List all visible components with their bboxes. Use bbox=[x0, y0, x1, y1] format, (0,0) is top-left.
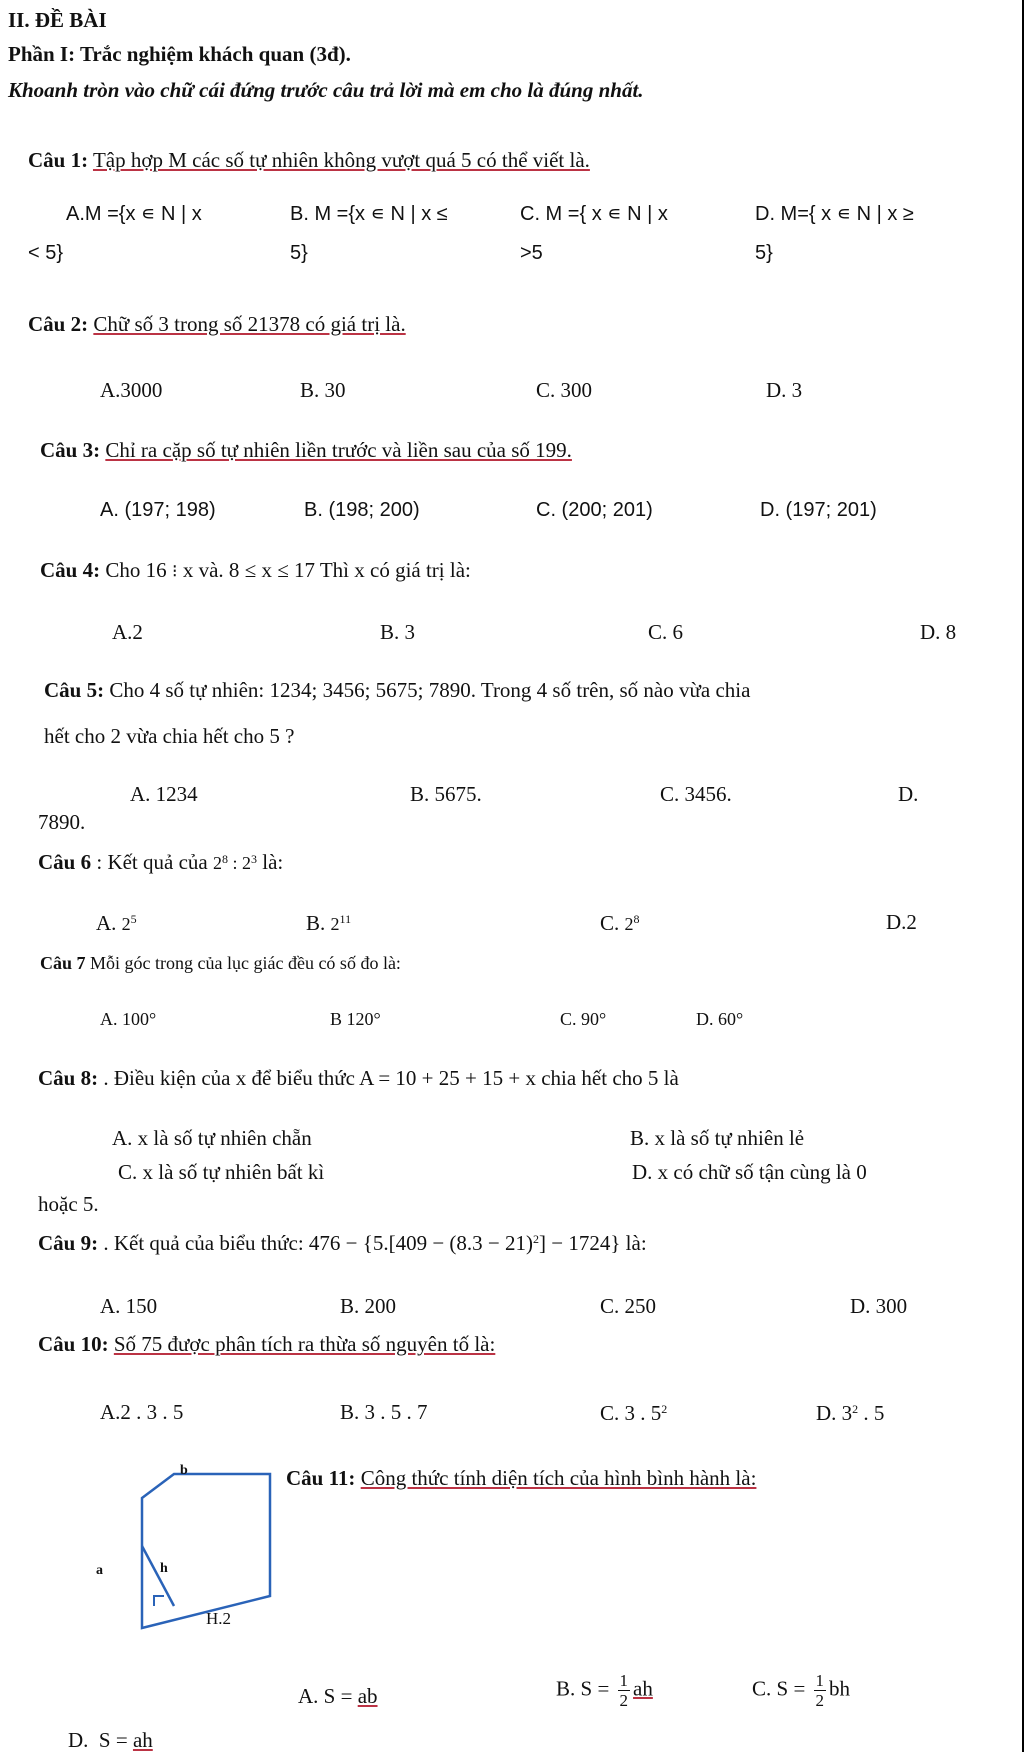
question-text: Chỉ ra cặp số tự nhiên liền trước và liền sau của số 199. bbox=[105, 438, 572, 462]
question-label: Câu 8: bbox=[38, 1066, 99, 1090]
parallelogram-shape bbox=[142, 1474, 270, 1628]
option-d[interactable]: D. x có chữ số tận cùng là 0 bbox=[632, 1160, 867, 1184]
option-b[interactable]: B 120° bbox=[330, 1009, 381, 1029]
question-text: Cho 4 số tự nhiên: 1234; 3456; 5675; 7890. Trong 4 số trên, số nào vừa chia bbox=[109, 678, 751, 702]
question-label: Câu 4: bbox=[40, 558, 101, 582]
question-11 bbox=[286, 1468, 756, 1489]
option-c[interactable]: C. 6 bbox=[648, 620, 684, 644]
question-text: : Kết quả của bbox=[96, 850, 208, 874]
question-5 bbox=[44, 680, 750, 701]
option-c[interactable]: C. 250 bbox=[600, 1294, 657, 1318]
question-label: Câu 5: bbox=[44, 678, 105, 702]
option-d[interactable]: D. (197; 201) bbox=[760, 499, 877, 521]
option-a[interactable]: A. 1234 bbox=[130, 782, 198, 806]
option-d[interactable]: D. M={ x ∊ N | x ≥ bbox=[755, 203, 914, 225]
option-d[interactable]: D.2 bbox=[886, 910, 917, 934]
question-label: Câu 1: bbox=[28, 148, 89, 172]
option-a[interactable]: A.2 bbox=[112, 620, 143, 644]
option-c[interactable]: C. 3456. bbox=[660, 782, 732, 806]
option-b[interactable]: B. 3 bbox=[380, 620, 416, 644]
question-4 bbox=[40, 560, 471, 581]
figure-label-b: b bbox=[180, 1463, 188, 1478]
part-title: Phần I: Trắc nghiệm khách quan (3đ). bbox=[8, 42, 351, 66]
option-b[interactable]: B. 5675. bbox=[410, 782, 482, 806]
option-c[interactable]: C. x là số tự nhiên bất kì bbox=[118, 1160, 325, 1184]
instruction: Khoanh tròn vào chữ cái đứng trước câu trả lời mà em cho là đúng nhất. bbox=[8, 78, 644, 102]
option-a[interactable]: A. $2^5$ bbox=[96, 911, 137, 935]
option-d-cont: hoặc 5. bbox=[38, 1192, 99, 1216]
divides-symbol: ⁝ bbox=[171, 561, 178, 581]
question-2 bbox=[28, 314, 406, 335]
question-text: . Điều kiện của x để biểu thức A = 10 + 25 + 15 + x chia hết cho 5 là bbox=[103, 1066, 679, 1090]
question-text: Công thức tính diện tích của hình bình hành là: bbox=[360, 1466, 757, 1490]
parallelogram-figure bbox=[84, 1456, 296, 1644]
option-a[interactable]: A. 150 bbox=[100, 1294, 158, 1318]
question-text: Số 75 được phân tích ra thừa số nguyên tố là: bbox=[113, 1332, 496, 1356]
expression: $476 - \{5.[409 - (8.3 - 21)^2] - 1724\}$ bbox=[308, 1231, 621, 1255]
question-text: Tập hợp M các số tự nhiên không vượt quá 5 có thể viết là. bbox=[92, 148, 590, 172]
question-text-end: x và. 8 ≤ x ≤ 17 Thì x có giá trị là: bbox=[182, 558, 471, 582]
question-label: Câu 10: bbox=[38, 1332, 109, 1356]
option-d[interactable]: D. S = ah bbox=[68, 1728, 153, 1752]
option-b[interactable]: B. x là số tự nhiên lẻ bbox=[630, 1126, 805, 1150]
question-text: Chữ số 3 trong số 21378 có giá trị là. bbox=[93, 312, 406, 336]
question-text: . Kết quả của biểu thức: bbox=[103, 1231, 304, 1255]
question-text: Mỗi góc trong của lục giác đều có số đo là: bbox=[90, 953, 401, 973]
option-a[interactable]: A.M ={x ∊ N | x bbox=[66, 203, 202, 225]
option-d[interactable]: D. $3^2$ . 5 bbox=[816, 1401, 885, 1425]
option-b-cont: 5} bbox=[290, 242, 308, 264]
option-b[interactable]: B. (198; 200) bbox=[304, 499, 420, 521]
option-d[interactable]: D. 60° bbox=[696, 1009, 744, 1029]
figure-label-a: a bbox=[96, 1563, 103, 1578]
option-c[interactable]: C. (200; 201) bbox=[536, 499, 653, 521]
option-a[interactable]: A. (197; 198) bbox=[100, 499, 216, 521]
option-d[interactable]: D. 3 bbox=[766, 378, 803, 402]
question-label: Câu 6 bbox=[38, 850, 92, 874]
option-b[interactable]: B. 3 . 5 . 7 bbox=[340, 1400, 428, 1424]
option-b[interactable]: B. S = $\frac{1}{2}$ ah bbox=[556, 1671, 653, 1710]
option-a[interactable]: A. x là số tự nhiên chẵn bbox=[112, 1126, 312, 1150]
question-8 bbox=[38, 1068, 679, 1089]
question-5-cont: hết cho 2 vừa chia hết cho 5 ? bbox=[44, 724, 295, 748]
option-a[interactable]: A. S = ab bbox=[298, 1684, 378, 1708]
option-c[interactable]: C. 300 bbox=[536, 378, 593, 402]
option-b[interactable]: B. $2^{11}$ bbox=[306, 911, 352, 935]
figure-caption: H.2 bbox=[206, 1609, 232, 1628]
option-d-cont: 5} bbox=[755, 242, 773, 264]
expression: $2^8$ : $2^3$ bbox=[212, 852, 257, 873]
option-c[interactable]: C. $2^8$ bbox=[600, 911, 640, 935]
section-title: II. ĐỀ BÀI bbox=[8, 8, 107, 32]
question-tail: là: bbox=[625, 1231, 647, 1255]
question-7 bbox=[40, 954, 401, 972]
option-b[interactable]: B. M ={x ∊ N | x ≤ bbox=[290, 203, 448, 225]
question-3 bbox=[40, 440, 572, 461]
right-angle-mark bbox=[154, 1596, 164, 1606]
question-1 bbox=[28, 150, 590, 171]
option-d[interactable]: D. 8 bbox=[920, 620, 957, 644]
question-9 bbox=[38, 1232, 647, 1254]
question-label: Câu 11: bbox=[286, 1466, 356, 1490]
option-c-cont: >5 bbox=[520, 242, 543, 264]
option-d[interactable]: D. 300 bbox=[850, 1294, 908, 1318]
option-b[interactable]: B. 30 bbox=[300, 378, 346, 402]
option-a[interactable]: A.2 . 3 . 5 bbox=[100, 1400, 184, 1424]
option-b[interactable]: B. 200 bbox=[340, 1294, 397, 1318]
question-tail: là: bbox=[262, 850, 284, 874]
question-label: Câu 9: bbox=[38, 1231, 99, 1255]
option-c[interactable]: C. 90° bbox=[560, 1009, 607, 1029]
question-label: Câu 3: bbox=[40, 438, 101, 462]
option-d-cont: 7890. bbox=[38, 810, 86, 834]
question-label: Câu 7 bbox=[40, 953, 86, 973]
option-c[interactable]: C. 3 . $5^2$ bbox=[600, 1401, 668, 1425]
option-a-cont: < 5} bbox=[28, 242, 64, 264]
option-d[interactable]: D. bbox=[898, 782, 919, 806]
figure-label-h: h bbox=[160, 1561, 168, 1576]
option-a[interactable]: A. 100° bbox=[100, 1009, 157, 1029]
option-a[interactable]: A.3000 bbox=[100, 378, 163, 402]
question-text-start: Cho 16 bbox=[105, 558, 167, 582]
question-10 bbox=[38, 1334, 495, 1355]
option-c[interactable]: C. S = $\frac{1}{2}$ bh bbox=[752, 1671, 851, 1710]
question-6 bbox=[38, 852, 283, 873]
question-label: Câu 2: bbox=[28, 312, 89, 336]
option-c[interactable]: C. M ={ x ∊ N | x bbox=[520, 203, 668, 225]
